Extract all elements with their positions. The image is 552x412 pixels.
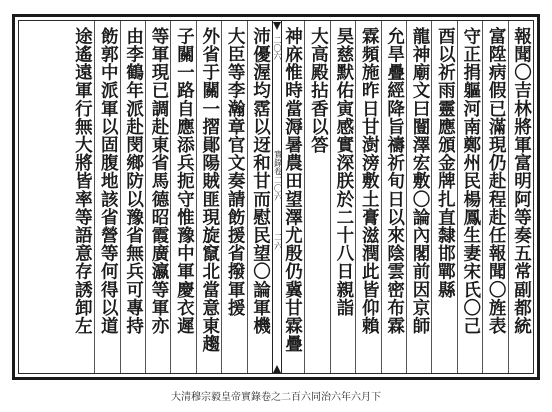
- strip-number: 二〇六: [273, 36, 282, 60]
- column-text: 子關一路自應添兵扼守惟豫中軍慶衣遲: [174, 27, 195, 335]
- left-page-columns: [19, 21, 272, 373]
- scanned-page: [12, 14, 540, 380]
- left-page-column: [94, 21, 119, 373]
- right-page-column: [330, 21, 355, 373]
- strip-volume-title: 實錄卷二〇六: [272, 150, 283, 201]
- right-page-column: [381, 21, 406, 373]
- column-text: 由李鶴年派赴閔鄉防以豫省無兵可專持: [123, 27, 144, 335]
- page-caption: 大清穆宗毅皇帝實錄卷之二百六同治六年六月下: [171, 392, 381, 403]
- column-text: 大高殿拈香以答: [308, 27, 329, 154]
- fishtail-bottom-mark: [273, 365, 281, 373]
- column-text: 允旱疊經降旨禱祈旬日以來陰雲密布霖: [384, 27, 405, 335]
- center-fold-strip: [272, 21, 282, 373]
- column-text: 外省于關一摺鄖陽賊匪現旋竄北當意東趨: [199, 27, 220, 353]
- fishtail-top-mark: [273, 22, 281, 30]
- right-page-column: [279, 21, 304, 373]
- left-page-column: [170, 21, 195, 373]
- right-page-column: [355, 21, 380, 373]
- column-text: 等軍現已調赴東省馬德昭霞廣瀛等軍亦: [148, 27, 169, 335]
- left-page-column: [247, 21, 272, 373]
- left-page-column: [120, 21, 145, 373]
- column-text: 守正捐軀河南鄭州民楊鳳生妻宋氏〇己: [460, 27, 481, 335]
- right-page-column: [431, 21, 456, 373]
- right-page-column: [304, 21, 329, 373]
- strip-folio-number: 二六: [272, 233, 283, 250]
- left-page-column: [145, 21, 170, 373]
- right-page-columns: [279, 21, 533, 373]
- right-page-column: [406, 21, 431, 373]
- left-page-column: [221, 21, 246, 373]
- column-text: 富陞病假已滿現仍赴程赴任報聞〇旌表: [486, 27, 507, 335]
- right-page-column: [508, 21, 533, 373]
- column-text: 酉以祈雨靈應頒金牌扎直隸邯鄲縣: [435, 27, 456, 299]
- right-page-column: [482, 21, 507, 373]
- column-text: 大臣等李瀚章官文奏請飭援省撥軍援: [225, 27, 246, 317]
- column-text: 神庥惟時當溽暑農田望澤尤殷仍冀甘霖疊: [282, 27, 303, 353]
- column-text: 霖頻施昨日甘澍滂敷土膏滋潤此皆仰賴: [359, 27, 380, 335]
- left-page-column: [69, 21, 94, 373]
- column-text: 飭郭中派軍以固腹地該省營等何得以道: [98, 27, 119, 335]
- right-page-column: [457, 21, 482, 373]
- column-text: 龍神廟文曰闓澤宏敷〇論內閣前因京師: [409, 27, 430, 335]
- column-text: 昊慈默佑寅感實深朕於二十八日親詣: [333, 27, 354, 317]
- column-text: 途遙遠軍行無大將皆率等語意存誘卸左: [72, 27, 93, 335]
- left-page-column: [196, 21, 221, 373]
- column-text: 報聞〇吉林將軍富明阿等奏五常副都統: [511, 27, 532, 335]
- column-text: 沛優渥均霑以迓和甘而慰民望〇論軍機: [250, 27, 271, 335]
